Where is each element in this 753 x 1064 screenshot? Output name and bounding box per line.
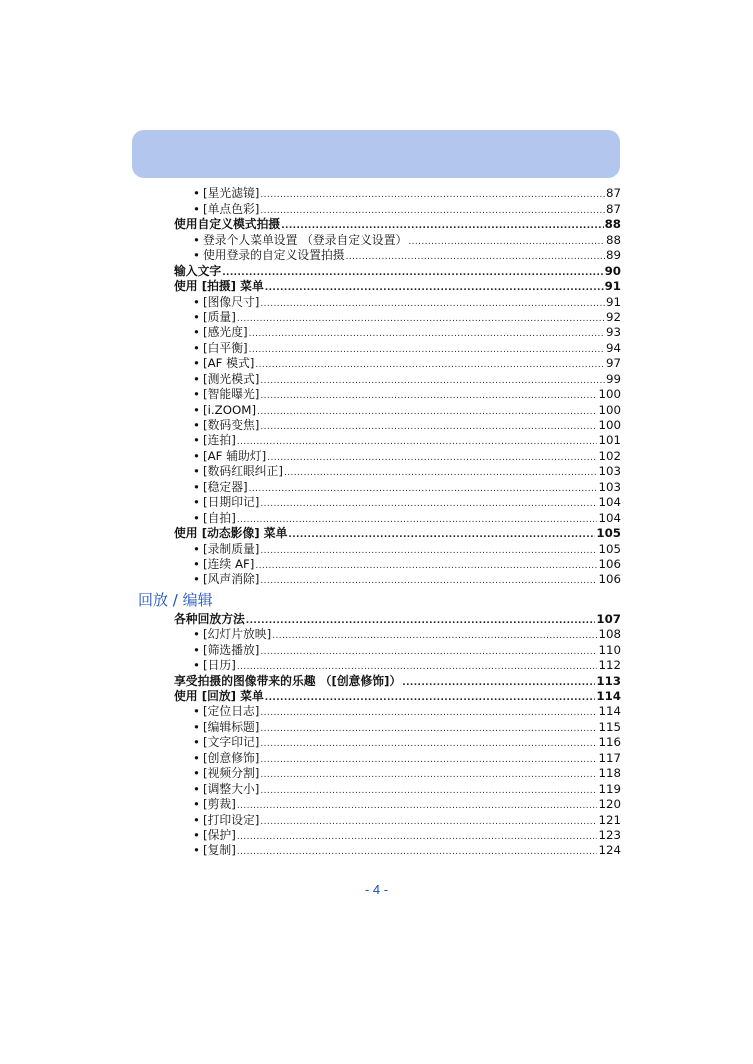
toc-entry-label <box>193 797 236 812</box>
toc-entry[interactable] <box>132 689 621 704</box>
toc-page-number: 104 <box>598 495 621 510</box>
dot-leader <box>260 545 597 557</box>
toc-entry-label <box>193 542 259 557</box>
bullet-icon: • <box>193 627 200 642</box>
toc-entry-label <box>174 526 287 541</box>
bullet-icon: • <box>193 433 200 448</box>
toc-entry-text: [复制] <box>203 843 236 858</box>
toc-page-number: 107 <box>596 611 621 626</box>
dot-leader <box>260 816 597 828</box>
toc-page-number: 106 <box>598 556 621 571</box>
dot-leader <box>237 661 598 673</box>
toc-subentry[interactable] <box>132 294 621 309</box>
toc-subentry[interactable] <box>132 495 621 510</box>
toc-entry-text: [调整大小] <box>203 781 260 796</box>
toc-page-number: 91 <box>604 279 621 294</box>
dot-leader <box>260 646 597 658</box>
bullet-icon: • <box>193 356 200 371</box>
toc-entry-text: [稳定器] <box>203 479 248 494</box>
toc-entry-text: 输入文字 <box>174 263 222 278</box>
toc-page-number: 102 <box>598 448 621 463</box>
toc-entry-text: [质量] <box>203 309 236 324</box>
toc-page-number: 91 <box>605 294 621 309</box>
toc-entry-text: [数码红眼纠正] <box>203 464 283 479</box>
toc-page-number: 114 <box>596 689 621 703</box>
dot-leader <box>260 754 597 766</box>
toc-entry-label <box>193 495 259 510</box>
toc-page-number: 105 <box>598 541 621 556</box>
dot-leader <box>237 800 598 812</box>
toc-entry-label <box>174 264 221 279</box>
toc-entry-label <box>193 186 259 201</box>
toc-subentry[interactable] <box>132 557 621 572</box>
toc-page-number: 100 <box>598 418 621 432</box>
toc-entry-text: [风声消除] <box>203 572 260 587</box>
dot-leader <box>222 267 603 279</box>
toc-entry-text: 使用登录的自定义设置拍摄 <box>203 248 345 263</box>
bullet-icon: • <box>193 704 200 719</box>
toc-group-shooting <box>132 186 621 587</box>
toc-entry-label <box>193 387 259 402</box>
toc-page-number: 123 <box>598 827 621 842</box>
dot-leader <box>260 707 597 719</box>
dot-leader <box>237 436 598 448</box>
toc-page-number: 99 <box>605 371 621 386</box>
toc-entry-label <box>193 295 259 310</box>
toc-entry-text: [测光模式] <box>203 371 260 386</box>
toc-entry-text: [剪裁] <box>203 797 236 812</box>
toc-page-number: 121 <box>598 812 621 827</box>
toc-subentry[interactable] <box>132 371 621 386</box>
toc-entry-text: [筛选播放] <box>203 642 260 657</box>
toc-page-number: 117 <box>598 750 621 765</box>
toc-page-number: 103 <box>598 479 621 494</box>
toc-entry-text: [打印设定] <box>203 812 260 827</box>
toc-entry-text: [智能曝光] <box>203 387 260 402</box>
bullet-icon: • <box>193 812 200 827</box>
toc-entry-text: [图像尺寸] <box>203 294 260 309</box>
toc-page-number: 100 <box>598 387 621 402</box>
toc-subentry[interactable] <box>132 402 621 417</box>
dot-leader <box>272 630 597 642</box>
bullet-icon: • <box>193 495 200 510</box>
dot-leader <box>255 560 597 572</box>
toc-entry-label <box>193 782 259 797</box>
toc-page-number: 100 <box>598 402 621 417</box>
toc-page-number: 87 <box>605 201 621 216</box>
toc-subentry[interactable] <box>132 387 621 402</box>
toc-subentry[interactable] <box>132 719 621 734</box>
dot-leader <box>260 769 597 781</box>
dot-leader <box>260 498 597 510</box>
toc-entry[interactable] <box>132 611 621 626</box>
toc-entry-label <box>174 689 264 704</box>
toc-subentry[interactable] <box>132 704 621 719</box>
toc-subentry[interactable] <box>132 448 621 463</box>
bullet-icon: • <box>193 309 200 324</box>
toc-page-number: 112 <box>598 658 621 673</box>
toc-subentry[interactable] <box>132 828 621 843</box>
dot-leader <box>237 831 598 843</box>
toc-subentry[interactable] <box>132 201 621 216</box>
dot-leader <box>260 738 597 750</box>
bullet-icon: • <box>193 556 200 571</box>
toc-entry-label <box>193 843 236 858</box>
toc-page-number: 97 <box>605 356 621 371</box>
toc-subentry[interactable] <box>132 541 621 556</box>
toc-subentry[interactable] <box>132 812 621 827</box>
bullet-icon: • <box>193 464 200 479</box>
toc-subentry[interactable] <box>132 340 621 355</box>
toc-entry-label <box>193 813 259 828</box>
toc-page-number: 88 <box>605 232 621 247</box>
toc-subentry[interactable] <box>132 510 621 525</box>
dot-leader <box>260 421 597 433</box>
toc-entry[interactable] <box>132 673 621 688</box>
toc-page-number: 105 <box>596 526 621 541</box>
toc-subentry[interactable] <box>132 232 621 247</box>
bullet-icon: • <box>193 371 200 386</box>
toc-page-number: 92 <box>605 309 621 324</box>
dot-leader <box>237 514 598 526</box>
dot-leader <box>260 205 605 217</box>
toc-subentry[interactable] <box>132 310 621 325</box>
bullet-icon: • <box>193 827 200 842</box>
toc-entry-label <box>193 828 236 843</box>
dot-leader <box>260 189 605 201</box>
toc-entry-text: 享受拍摄的图像带来的乐趣 （[创意修饰]） <box>174 673 402 688</box>
toc-subentry[interactable] <box>132 418 621 433</box>
toc-entry-label <box>193 433 236 448</box>
table-of-contents <box>132 186 621 858</box>
toc-page-number: 119 <box>598 781 621 796</box>
toc-entry-label <box>193 464 283 479</box>
dot-leader <box>281 220 603 232</box>
toc-page-number: 118 <box>598 766 621 781</box>
dot-leader <box>260 375 605 387</box>
bullet-icon: • <box>193 294 200 309</box>
dot-leader <box>237 846 598 858</box>
toc-entry[interactable] <box>132 217 621 232</box>
toc-entry-label <box>193 341 248 356</box>
toc-entry-label <box>193 356 254 371</box>
toc-page-number: 116 <box>598 735 621 750</box>
toc-subentry[interactable] <box>132 433 621 448</box>
toc-page-number: 120 <box>598 797 621 812</box>
bullet-icon: • <box>193 658 200 673</box>
toc-page-number: 108 <box>598 627 621 642</box>
toc-entry-text: [i.ZOOM] <box>203 402 257 417</box>
toc-entry-text: [保护] <box>203 827 236 842</box>
toc-page-number: 110 <box>598 642 621 657</box>
bullet-icon: • <box>193 325 200 340</box>
toc-page-number: 101 <box>598 433 621 448</box>
dot-leader <box>255 359 605 371</box>
page-number: - 4 - <box>364 882 389 897</box>
bullet-icon: • <box>193 843 200 858</box>
toc-page-number: 94 <box>605 340 621 355</box>
dot-leader <box>288 529 595 541</box>
toc-entry-text: [日历] <box>203 658 236 673</box>
dot-leader <box>260 785 597 797</box>
toc-entry-label <box>193 418 259 433</box>
dot-leader <box>257 406 597 418</box>
toc-entry-label <box>193 751 259 766</box>
toc-entry-text: [自拍] <box>203 510 236 525</box>
toc-entry-text: [幻灯片放映] <box>203 627 272 642</box>
toc-page-number: 87 <box>605 186 621 201</box>
toc-entry-text: [日期印记] <box>203 495 260 510</box>
toc-subentry[interactable] <box>132 325 621 340</box>
toc-entry-text: 使用自定义模式拍摄 <box>174 217 281 232</box>
dot-leader <box>249 328 605 340</box>
bullet-icon: • <box>193 750 200 765</box>
bullet-icon: • <box>193 402 200 417</box>
toc-entry-label <box>193 643 259 658</box>
toc-page-number: 113 <box>596 673 621 688</box>
toc-entry-label <box>193 202 259 217</box>
toc-entry-label <box>193 480 248 495</box>
toc-subentry[interactable] <box>132 735 621 750</box>
toc-page-number: 89 <box>605 248 621 263</box>
dot-leader <box>267 452 597 464</box>
toc-page-number: 124 <box>598 843 621 858</box>
bullet-icon: • <box>193 766 200 781</box>
toc-entry-text: [文字印记] <box>203 735 260 750</box>
toc-entry-text: 登录个人菜单设置 （登录自定义设置） <box>203 232 408 247</box>
toc-page-number: 104 <box>598 510 621 525</box>
toc-page-number: 106 <box>598 572 621 587</box>
toc-page-number: 103 <box>598 464 621 479</box>
dot-leader <box>260 390 597 402</box>
toc-subentry[interactable] <box>132 750 621 765</box>
toc-page-number: 88 <box>604 217 621 232</box>
dot-leader <box>265 692 596 704</box>
toc-entry-text: 使用 [动态影像] 菜单 <box>174 526 288 541</box>
dot-leader <box>284 467 597 479</box>
bullet-icon: • <box>193 418 200 432</box>
toc-entry-text: [定位日志] <box>203 704 260 719</box>
bullet-icon: • <box>193 541 200 556</box>
toc-subentry[interactable] <box>132 781 621 796</box>
toc-entry-label <box>193 325 248 340</box>
dot-leader <box>260 723 597 735</box>
toc-entry-label <box>193 248 345 263</box>
dot-leader <box>265 282 604 294</box>
toc-subentry[interactable] <box>132 627 621 642</box>
toc-subentry[interactable] <box>132 766 621 781</box>
dot-leader <box>346 251 605 263</box>
toc-page-number: 90 <box>604 263 621 278</box>
bullet-icon: • <box>193 642 200 657</box>
toc-subentry[interactable] <box>132 642 621 657</box>
toc-entry-text: [录制质量] <box>203 541 260 556</box>
toc-entry-label <box>193 572 259 587</box>
toc-entry-label <box>193 658 236 673</box>
toc-page-number: 93 <box>605 325 621 340</box>
bullet-icon: • <box>193 510 200 525</box>
dot-leader <box>249 344 605 356</box>
dot-leader <box>249 483 598 495</box>
toc-subentry[interactable] <box>132 464 621 479</box>
toc-entry-label <box>193 704 259 719</box>
section-title: 回放 / 编辑 <box>138 591 213 610</box>
toc-entry-text: [连续 AF] <box>203 556 255 571</box>
toc-entry-text: 使用 [拍摄] 菜单 <box>174 279 264 294</box>
toc-entry-text: 各种回放方法 <box>174 611 245 626</box>
bullet-icon: • <box>193 387 200 402</box>
bullet-icon: • <box>193 735 200 750</box>
toc-entry-text: [AF 模式] <box>203 356 255 371</box>
bullet-icon: • <box>193 186 200 201</box>
toc-entry-text: [创意修饰] <box>203 750 260 765</box>
bullet-icon: • <box>193 479 200 494</box>
toc-entry-label <box>174 612 245 627</box>
toc-entry-text: 使用 [回放] 菜单 <box>174 689 264 703</box>
toc-entry-text: [连拍] <box>203 433 236 448</box>
toc-entry-label <box>193 720 259 735</box>
bullet-icon: • <box>193 232 200 247</box>
bullet-icon: • <box>193 448 200 463</box>
bullet-icon: • <box>193 797 200 812</box>
bullet-icon: • <box>193 248 200 263</box>
toc-entry[interactable] <box>132 279 621 294</box>
toc-entry-label <box>193 627 271 642</box>
dot-leader <box>402 677 595 689</box>
toc-entry-label <box>174 217 280 232</box>
toc-group-playback <box>132 611 621 858</box>
toc-subentry[interactable] <box>132 248 621 263</box>
toc-subentry[interactable] <box>132 843 621 858</box>
toc-subentry[interactable] <box>132 572 621 587</box>
toc-entry-label <box>193 310 236 325</box>
bullet-icon: • <box>193 340 200 355</box>
dot-leader <box>237 313 605 325</box>
toc-entry-text: [AF 辅助灯] <box>203 448 267 463</box>
toc-page-number: 114 <box>598 704 621 719</box>
toc-entry-label <box>174 674 401 689</box>
toc-entry-label <box>193 403 256 418</box>
toc-entry-text: [数码变焦] <box>203 418 260 432</box>
bullet-icon: • <box>193 572 200 587</box>
toc-entry-label <box>193 735 259 750</box>
toc-subentry[interactable] <box>132 186 621 201</box>
toc-entry-text: [编辑标题] <box>203 719 260 734</box>
toc-entry-label <box>193 766 259 781</box>
bullet-icon: • <box>193 201 200 216</box>
dot-leader <box>246 615 596 627</box>
bullet-icon: • <box>193 781 200 796</box>
toc-entry-text: [星光滤镜] <box>203 186 260 201</box>
toc-entry[interactable] <box>132 526 621 541</box>
toc-entry[interactable] <box>132 263 621 278</box>
toc-subentry[interactable] <box>132 797 621 812</box>
toc-entry-label <box>193 449 266 464</box>
toc-entry-label <box>193 557 254 572</box>
toc-subentry[interactable] <box>132 479 621 494</box>
toc-page-number: 115 <box>598 719 621 734</box>
bullet-icon: • <box>193 719 200 734</box>
dot-leader <box>260 298 605 310</box>
toc-entry-label <box>174 279 264 294</box>
header-band <box>132 130 620 178</box>
toc-subentry[interactable] <box>132 356 621 371</box>
toc-entry-text: [白平衡] <box>203 340 248 355</box>
toc-subentry[interactable] <box>132 658 621 673</box>
toc-entry-label <box>193 233 407 248</box>
toc-entry-label <box>193 372 259 387</box>
toc-entry-text: [感光度] <box>203 325 248 340</box>
dot-leader <box>260 575 597 587</box>
toc-entry-text: [视频分割] <box>203 766 260 781</box>
toc-entry-label <box>193 511 236 526</box>
dot-leader <box>408 236 605 248</box>
toc-entry-text: [单点色彩] <box>203 201 260 216</box>
